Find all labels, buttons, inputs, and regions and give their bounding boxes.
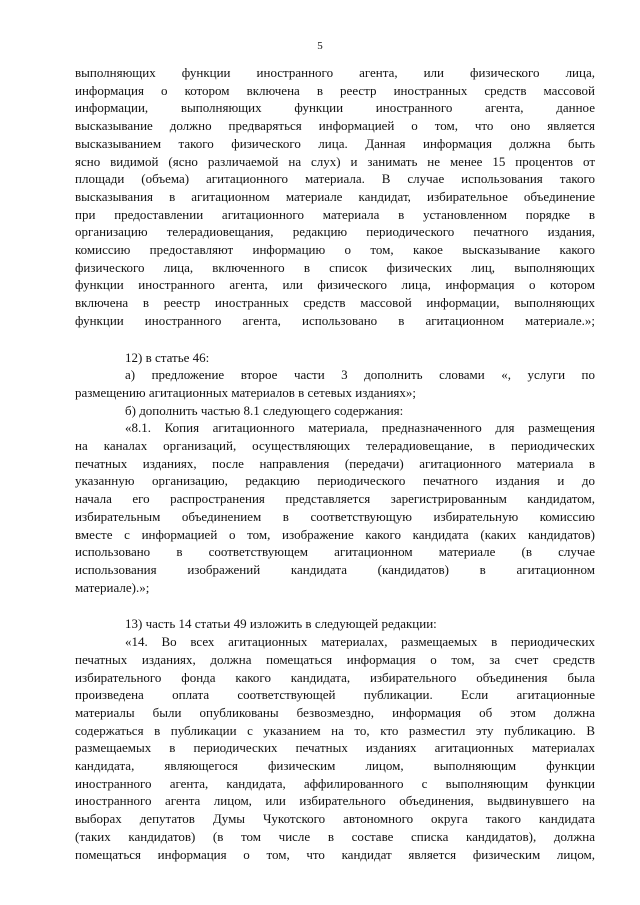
text-line: использовано в соответствующем агитационном материале (в случае xyxy=(75,544,595,560)
text-line: вместе с информацией о том, изображение какого кандидата (каких кандидатов) xyxy=(75,526,595,542)
document-body xyxy=(75,64,595,863)
text-line: «8.1. Копия агитационного материала, предназначенного для размещения xyxy=(125,420,595,436)
paragraph-part-8-1 xyxy=(75,419,595,596)
text-line: высказывание должно предваряться информацией о том, что оно является xyxy=(75,118,595,134)
text-line: выборах депутатов Думы Чукотского автономного округа такого кандидата xyxy=(75,811,595,827)
text-line: (таких кандидатов) (в том числе в составе списка кандидатов), должна xyxy=(75,828,595,844)
text-line: высказыванием такого физического лица. Данная информация должна быть xyxy=(75,135,595,151)
text-line: информации, выполняющих функции иностранного агента, данное xyxy=(75,100,595,116)
text-line: указанную организацию, редакцию периодического печатного издания и до xyxy=(75,473,595,489)
text-line: размещению агитационных материалов в сетевых изданиях»; xyxy=(75,384,417,400)
text-line: 12) в статье 46: xyxy=(125,349,210,365)
text-line: выполняющих функции иностранного агента, или физического лица, xyxy=(75,65,595,80)
text-line: печатных изданиях, после направления (передачи) агитационного материала в xyxy=(75,455,595,471)
text-line: функции иностранного агента, или физического лица, информация о котором xyxy=(75,277,595,293)
text-line: использования изображений кандидата (кандидатов) в агитационном xyxy=(75,561,595,577)
page-number: 5 xyxy=(317,40,323,52)
text-line: комиссию предоставляют информацию о том, какое высказывание какого xyxy=(75,242,595,258)
text-line: материале).»; xyxy=(75,579,150,595)
text-line: площади (объема) агитационного материала. В случае использования такого xyxy=(75,171,595,187)
paragraph-item-12 xyxy=(75,349,595,367)
text-line: 13) часть 14 статьи 49 изложить в следующей редакции: xyxy=(125,616,437,632)
text-line: помещаться информация о том, что кандидат является физическим лицом, xyxy=(75,846,595,862)
text-line: организацию телерадиовещания, редакцию периодического печатного издания, xyxy=(75,224,595,240)
text-line: размещаемых в периодических печатных изданиях агитационных материалах xyxy=(75,740,595,756)
paragraph-item-12a xyxy=(75,366,595,401)
text-line: кандидата, являющегося физическим лицом, выполняющим функции xyxy=(75,758,595,774)
text-line: при предоставлении агитационного материала в установленном порядке в xyxy=(75,206,595,222)
paragraph-item-13 xyxy=(75,615,595,633)
text-line: на каналах организаций, осуществляющих телерадиовещание, в периодических xyxy=(75,438,595,454)
text-line: избирательного фонда какого кандидата, избирательного объединения была xyxy=(75,669,595,685)
text-line: избирательным объединением в соответствующую избирательную комиссию xyxy=(75,508,595,524)
text-line: информация о котором включена в реестр иностранных средств массовой xyxy=(75,82,595,98)
text-line: физического лица, включенного в список физических лиц, выполняющих xyxy=(75,259,595,275)
text-line: а) предложение второе части 3 дополнить словами «, услуги по xyxy=(125,367,595,383)
paragraph-foreign-agent-statement xyxy=(75,64,595,330)
text-line: ясно видимой (ясно различаемой на слух) и занимать не менее 15 процентов от xyxy=(75,153,595,169)
text-line: материалы были опубликованы безвозмездно, информация об этом должна xyxy=(75,704,595,720)
text-line: начала его распространения представляется зарегистрированным кандидатом, xyxy=(75,491,595,507)
text-line: функции иностранного агента, использовано в агитационном материале.»; xyxy=(75,312,595,328)
text-line: печатных изданиях, должна помещаться информация о том, за счет средств xyxy=(75,651,595,667)
text-line: содержаться в публикации с указанием на то, кто разместил эту публикацию. В xyxy=(75,722,595,738)
paragraph-item-12b xyxy=(75,402,595,420)
text-line: высказывания в агитационном материале кандидат, избирательное объединение xyxy=(75,188,595,204)
text-line: иностранного агента, кандидата, аффилированного с выполняющим функции xyxy=(75,775,595,791)
text-line: б) дополнить частью 8.1 следующего содержания: xyxy=(125,402,404,418)
paragraph-part-14 xyxy=(75,633,595,863)
text-line: произведена оплата соответствующей публикации. Если агитационные xyxy=(75,687,595,703)
text-line: включена в реестр иностранных средств массовой информации, выполняющих xyxy=(75,295,595,311)
text-line: иностранного агента лицом, или избирательного объединения, выдвинувшего на xyxy=(75,793,595,809)
text-line: «14. Во всех агитационных материалах, размещаемых в периодических xyxy=(125,634,595,650)
